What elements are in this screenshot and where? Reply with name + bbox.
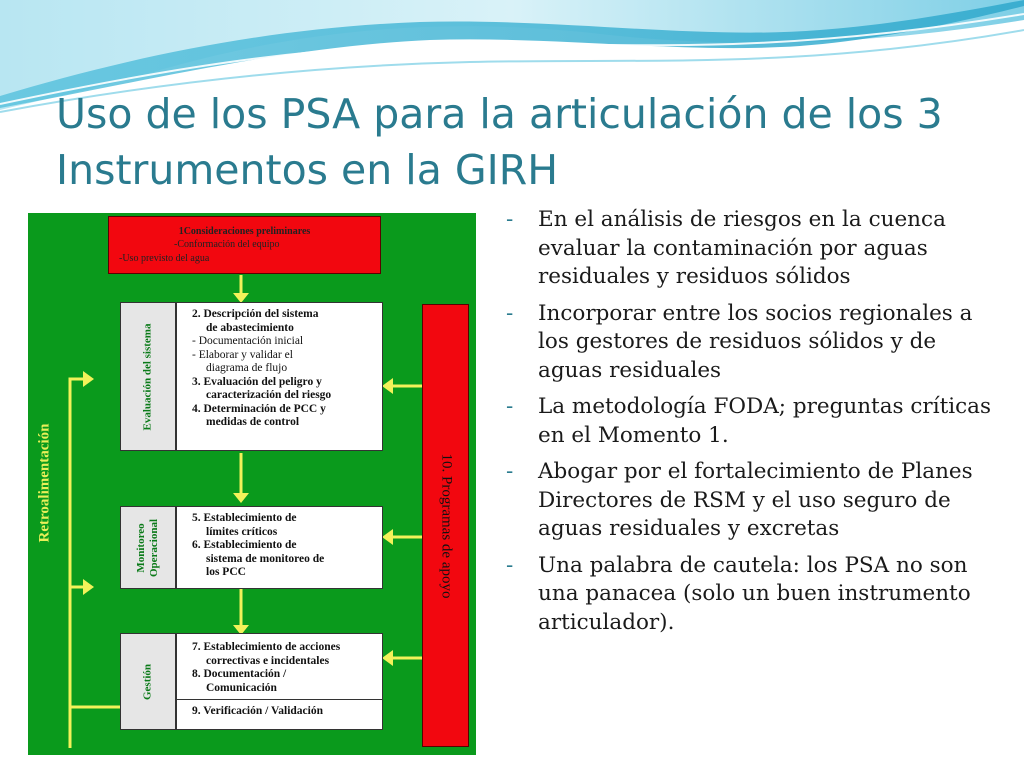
bullet-marker: - [506, 300, 514, 326]
group-label: Monitoreo Operacional [135, 518, 160, 577]
preliminary-item: -Uso previsto del agua [119, 253, 210, 264]
group-label: Evaluación del sistema [141, 323, 154, 430]
preliminary-item: -Conformación del equipo [174, 239, 280, 250]
arrow-left-1 [382, 378, 393, 394]
group-steps-box-management [176, 633, 383, 730]
step-line: correctivas e incidentales [206, 654, 330, 667]
group-steps-box-evaluation [176, 302, 383, 451]
feedback-label: Retroalimentación [36, 423, 53, 543]
bullet-text: Abogar por el fortalecimiento de Planes Directores de RSM y el uso seguro de aguas residuales y excretas [538, 459, 973, 541]
arrow-right-2 [83, 579, 94, 595]
step-line: sistema de monitoreo de [206, 552, 325, 565]
preliminary-considerations-box [108, 216, 381, 274]
bullet-item [506, 300, 1006, 386]
psa-flow-diagram [28, 213, 476, 755]
preliminary-title: 1Consideraciones preliminares [178, 226, 311, 237]
bullet-item [506, 458, 1006, 544]
step-line: 7. Establecimiento de acciones [192, 641, 341, 653]
group-label: Gestión [141, 663, 154, 700]
bullet-text: La metodología FODA; preguntas críticas en el Momento 1. [538, 394, 991, 448]
bullet-marker: - [506, 552, 514, 578]
step-line: 9. Verificación / Validación [192, 705, 323, 717]
bullet-text: Incorporar entre los socios regionales a los gestores de residuos sólidos y de aguas residuales [538, 300, 973, 383]
step-line: 4. Determinación de PCC y [192, 402, 326, 415]
step-line: Comunicación [206, 681, 277, 694]
arrow-right-1 [83, 371, 94, 387]
step-line: 8. Documentación / [192, 668, 287, 680]
step-line: de abastecimiento [206, 321, 294, 334]
bullet-text: En el análisis de riesgos en la cuenca evaluar la contaminación por aguas residuales y residuos sólidos [538, 207, 946, 289]
bullet-item [506, 552, 1006, 638]
group-steps-box-monitoring [176, 506, 383, 589]
bullet-item [506, 393, 1006, 450]
group-label-box-management [120, 633, 176, 730]
bullet-item [506, 206, 1006, 292]
step-line: 5. Establecimiento de [192, 512, 297, 524]
step-line: 3. Evaluación del peligro y [192, 375, 322, 388]
step-line: 6. Establecimiento de [192, 539, 297, 551]
step-line: los PCC [206, 566, 246, 578]
support-programs-box [422, 304, 469, 747]
bullet-text: Una palabra de cautela: los PSA no son una panacea (solo un buen instrumento articulador). [538, 552, 971, 635]
step-line: caracterización del riesgo [206, 389, 332, 401]
step-line: - Elaborar y validar el [192, 348, 293, 361]
step-line: - Documentación inicial [192, 335, 304, 347]
bullet-marker: - [506, 207, 514, 232]
group-label-box-evaluation [120, 302, 176, 451]
bullet-marker: - [506, 459, 514, 484]
arrow-left-3 [382, 650, 393, 666]
bullet-list [506, 206, 1006, 645]
bullet-marker: - [506, 394, 514, 419]
step-line: medidas de control [206, 416, 300, 428]
step-line: límites críticos [206, 525, 278, 538]
slide-title: Uso de los PSA para la articulación de los 3 Instrumentos en la GIRH [56, 90, 943, 194]
arrow-left-2 [382, 529, 393, 545]
step-line: diagrama de flujo [206, 362, 288, 374]
group-label-box-monitoring [120, 506, 176, 589]
arrow-down-2 [233, 493, 249, 503]
step-line: 2. Descripción del sistema [192, 308, 319, 320]
support-programs-label: 10. Programas de apoyo [438, 453, 454, 598]
